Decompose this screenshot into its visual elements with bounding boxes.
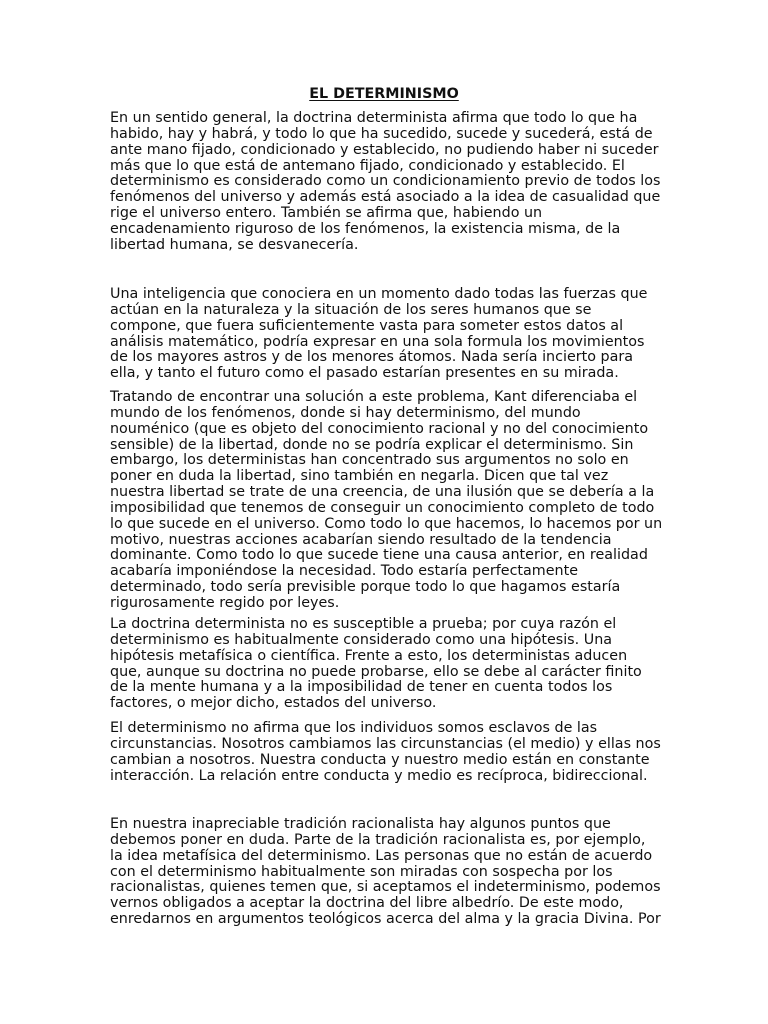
paragraph-line: encadenamiento riguroso de los fenómenos, la existencia misma, de la	[110, 220, 621, 237]
paragraph-4	[110, 617, 642, 712]
paragraph-line: En un sentido general, la doctrina determinista afirma que todo lo que ha	[110, 110, 638, 126]
paragraph-line: interacción. La relación entre conducta y medio es recíproca, bidireccional.	[110, 767, 648, 784]
paragraph-line: sensible) de la libertad, donde no se podría explicar el determinismo. Sin	[110, 436, 634, 453]
paragraph-line: cambian a nosotros. Nuestra conducta y nuestro medio están en constante	[110, 751, 650, 768]
paragraph-line: rigurosamente regido por leyes.	[110, 594, 340, 611]
paragraph-line: hipótesis metafísica o científica. Frente a esto, los deterministas aducen	[110, 647, 628, 664]
paragraph-line: poner en duda la libertad, sino también en negarla. Dicen que tal vez	[110, 468, 609, 485]
paragraph-5	[110, 721, 661, 784]
paragraph-line: La doctrina determinista no es susceptible a prueba; por cuya razón el	[110, 616, 617, 632]
paragraph-line: El determinismo no afirma que los individuos somos esclavos de las	[110, 720, 598, 736]
paragraph-line: rige el universo entero. También se afirma que, habiendo un	[110, 205, 543, 222]
paragraph-line: debemos poner en duda. Parte de la tradición racionalista es, por ejemplo,	[110, 831, 646, 848]
paragraph-line: más que lo que está de antemano fijado, condicionado y establecido. El	[110, 157, 625, 174]
paragraph-line: factores, o mejor dicho, estados del universo.	[110, 695, 437, 712]
paragraph-line: determinismo es habitualmente considerado como una hipótesis. Una	[110, 631, 613, 648]
paragraph-line: con el determinismo habitualmente son miradas con sospecha por los	[110, 863, 613, 880]
paragraph-3	[110, 390, 662, 612]
paragraph-line: acabaría imponiéndose la necesidad. Todo estaría perfectamente	[110, 563, 578, 580]
paragraph-1	[110, 111, 660, 254]
paragraph-line: fenómenos del universo y además está asociado a la idea de casualidad que	[110, 189, 661, 206]
document-title	[0, 84, 768, 104]
paragraph-line: compone, que fuera suficientemente vasta para someter estos datos al	[110, 317, 624, 334]
paragraph-line: imposibilidad que tenemos de conseguir un conocimiento completo de todo	[110, 499, 655, 516]
paragraph-line: mundo de los fenómenos, donde si hay determinismo, del mundo	[110, 404, 581, 421]
paragraph-line: nuestra libertad se trate de una creencia, de una ilusión que se debería a la	[110, 484, 655, 501]
paragraph-line: Una inteligencia que conociera en un momento dado todas las fuerzas que	[110, 286, 648, 302]
paragraph-line: nouménico (que es objeto del conocimiento racional y no del conocimiento	[110, 420, 649, 437]
document-title-text: EL DETERMINISMO	[309, 86, 459, 102]
paragraph-6	[110, 817, 661, 928]
paragraph-line: motivo, nuestras acciones acabarían siendo resultado de la tendencia	[110, 531, 612, 548]
paragraph-line: enredarnos en argumentos teológicos acerca del alma y la gracia Divina. Por	[110, 911, 661, 928]
paragraph-line: de la mente humana y a la imposibilidad de tener en cuenta todos los	[110, 679, 613, 696]
paragraph-line: actúan en la naturaleza y la situación de los seres humanos que se	[110, 301, 592, 318]
paragraph-line: determinismo es considerado como un condicionamiento previo de todos los	[110, 173, 661, 190]
paragraph-line: lo que sucede en el universo. Como todo lo que hacemos, lo hacemos por un	[110, 515, 663, 532]
paragraph-2	[110, 287, 647, 382]
paragraph-line: de los mayores astros y de los menores átomos. Nada sería incierto para	[110, 349, 633, 366]
paragraph-line: análisis matemático, podría expresar en una sola formula los movimientos	[110, 333, 645, 350]
paragraph-line: vernos obligados a aceptar la doctrina del libre albedrío. De este modo,	[110, 895, 624, 912]
paragraph-line: racionalistas, quienes temen que, si aceptamos el indeterminismo, podemos	[110, 879, 661, 896]
paragraph-line: ella, y tanto el futuro como el pasado estarían presentes en su mirada.	[110, 365, 619, 382]
paragraph-line: libertad humana, se desvanecería.	[110, 236, 359, 253]
paragraph-line: que, aunque su doctrina no puede probarse, ello se debe al carácter finito	[110, 663, 642, 680]
paragraph-line: habido, hay y habrá, y todo lo que ha sucedido, sucede y sucederá, está de	[110, 125, 653, 142]
paragraph-line: En nuestra inapreciable tradición racionalista hay algunos puntos que	[110, 816, 611, 832]
paragraph-line: circunstancias. Nosotros cambiamos las circunstancias (el medio) y ellas nos	[110, 735, 661, 752]
paragraph-line: Tratando de encontrar una solución a este problema, Kant diferenciaba el	[110, 389, 638, 405]
paragraph-line: dominante. Como todo lo que sucede tiene una causa anterior, en realidad	[110, 547, 648, 564]
paragraph-line: la idea metafísica del determinismo. Las personas que no están de acuerdo	[110, 847, 653, 864]
paragraph-line: ante mano fijado, condicionado y establecido, no pudiendo haber ni suceder	[110, 141, 659, 158]
paragraph-line: embargo, los deterministas han concentrado sus argumentos no solo en	[110, 452, 629, 469]
paragraph-line: determinado, todo sería previsible porque todo lo que hagamos estaría	[110, 579, 621, 596]
